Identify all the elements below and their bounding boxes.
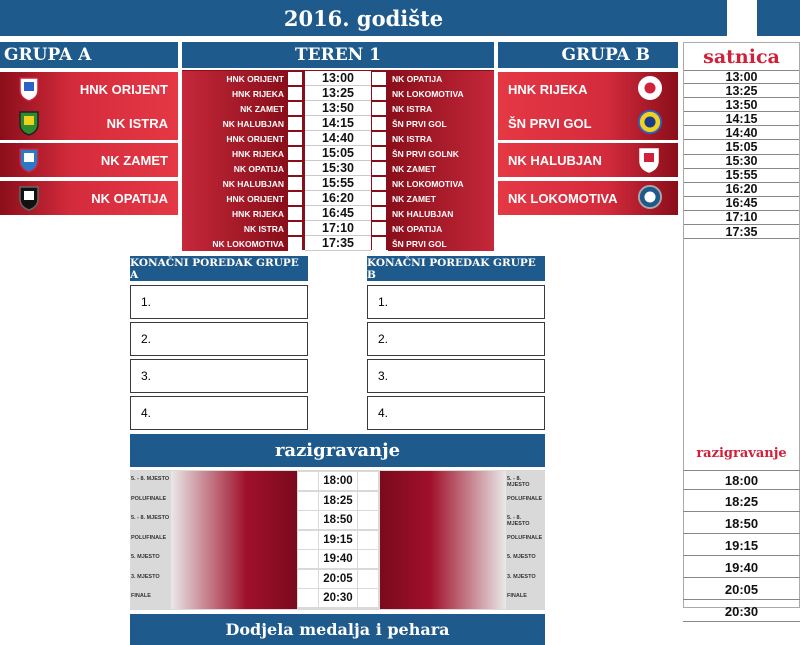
teren-header: TEREN 1 <box>182 42 494 68</box>
score-box <box>372 207 386 220</box>
team-name: NK ISTRA <box>106 115 168 131</box>
razigravanje-header: razigravanje <box>130 434 545 467</box>
page-title: 2016. godište <box>0 0 727 36</box>
home-team: HNK RIJEKA <box>182 206 288 221</box>
score-box <box>298 570 318 588</box>
place-box: 3. <box>130 359 308 393</box>
round-label: FINALE <box>131 593 151 599</box>
match-time: 13:50 <box>305 101 371 116</box>
round-label: 3. MJESTO <box>131 573 160 580</box>
score-box <box>288 87 302 100</box>
away-team: NK HALUBJAN <box>388 206 494 221</box>
satnica-time: 15:30 <box>684 155 799 169</box>
playoff-time: 18:00 <box>319 472 357 490</box>
satnica-time: 16:45 <box>684 197 799 211</box>
playoff-time: 18:25 <box>319 492 357 510</box>
team-row <box>498 106 678 140</box>
score-box <box>288 177 302 190</box>
satnica-title: satnica <box>703 45 780 68</box>
score-box <box>358 492 378 510</box>
away-team: NK ISTRA <box>388 131 494 146</box>
home-team: HNK ORIJENT <box>182 71 288 86</box>
score-box <box>288 192 302 205</box>
round-label: 5. - 8. MJESTO <box>507 476 530 488</box>
round-label: POLUFINALE <box>507 534 543 541</box>
home-team: NK ISTRA <box>182 221 288 236</box>
playoff-time: 19:15 <box>319 531 357 549</box>
score-box <box>288 222 302 235</box>
team-name: NK OPATIJA <box>91 190 168 206</box>
team-row <box>498 181 678 215</box>
team-crest-icon <box>638 110 660 136</box>
away-team: ŠN PRVI GOL <box>388 236 494 251</box>
round-label: 5. - 8. MJESTO <box>131 476 170 482</box>
team-crest-icon <box>638 76 660 102</box>
score-box <box>358 531 378 549</box>
score-box <box>372 117 386 130</box>
away-team: NK OPATIJA <box>388 71 494 86</box>
round-label: POLUFINALE <box>507 495 543 502</box>
team-crest-icon <box>18 147 40 173</box>
round-label: 5. - 8. MJESTO <box>131 515 170 521</box>
satnica-time: 14:15 <box>684 112 799 126</box>
place-box: 2. <box>367 322 545 356</box>
score-box <box>298 589 318 607</box>
score-box <box>372 72 386 85</box>
score-box <box>358 472 378 490</box>
away-team: ŠN PRVI GOL <box>388 116 494 131</box>
home-team: NK HALUBJAN <box>182 116 288 131</box>
away-team: NK ZAMET <box>388 161 494 176</box>
score-box <box>358 511 378 529</box>
team-crest-icon <box>18 110 40 136</box>
satnica-time-list <box>684 70 799 239</box>
satnica-razig-time: 19:15 <box>683 536 800 556</box>
score-box <box>358 589 378 607</box>
score-box <box>288 132 302 145</box>
satnica-razig-time: 19:40 <box>683 558 800 578</box>
satnica-time: 17:35 <box>684 225 799 239</box>
score-box <box>298 492 318 510</box>
round-label: POLUFINALE <box>131 495 167 502</box>
satnica-time: 13:50 <box>684 98 799 112</box>
score-box <box>298 550 318 568</box>
team-row <box>0 106 178 140</box>
team-row <box>498 72 678 106</box>
match-time: 15:05 <box>305 146 371 161</box>
home-team: HNK RIJEKA <box>182 146 288 161</box>
team-crest-icon <box>18 76 40 102</box>
home-team: NK OPATIJA <box>182 161 288 176</box>
satnica-razig-time: 18:25 <box>683 492 800 512</box>
home-team: NK LOKOMOTIVA <box>182 236 288 251</box>
score-box <box>372 222 386 235</box>
team-row <box>0 181 178 215</box>
home-team: NK HALUBJAN <box>182 176 288 191</box>
match-time: 15:55 <box>305 176 371 191</box>
satnica-razigravanje-title: razigravanje <box>696 445 787 461</box>
team-name: NK HALUBJAN <box>508 152 602 168</box>
score-box <box>372 162 386 175</box>
round-label: POLUFINALE <box>131 534 167 541</box>
satnica-razig-time: 20:30 <box>683 602 800 622</box>
score-box <box>372 132 386 145</box>
satnica-razig-time: 18:50 <box>683 514 800 534</box>
satnica-time: 15:05 <box>684 140 799 154</box>
dodjela-banner: Dodjela medalja i pehara <box>130 614 545 645</box>
match-time: 16:20 <box>305 191 371 206</box>
score-box <box>288 102 302 115</box>
team-name: NK LOKOMOTIVA <box>508 190 618 206</box>
satnica-time: 16:20 <box>684 183 799 197</box>
team-name: HNK RIJEKA <box>508 81 588 97</box>
home-team: HNK ORIJENT <box>182 191 288 206</box>
match-time: 14:15 <box>305 116 371 131</box>
score-box <box>358 570 378 588</box>
score-box <box>298 531 318 549</box>
poredak-a-header: KONAČNI POREDAK GRUPE A <box>130 256 308 281</box>
playoff-time: 20:05 <box>319 570 357 588</box>
team-crest-icon <box>638 147 660 173</box>
score-box <box>288 207 302 220</box>
satnica-razig-time: 18:00 <box>683 470 800 490</box>
match-time: 16:45 <box>305 206 371 221</box>
away-team: NK OPATIJA <box>388 221 494 236</box>
match-time: 13:00 <box>305 71 371 86</box>
team-row <box>0 143 178 177</box>
grupa-a-header: GRUPA A <box>0 42 178 68</box>
place-box: 4. <box>367 396 545 430</box>
playoff-bar-left <box>171 471 297 609</box>
score-box <box>358 550 378 568</box>
place-box: 2. <box>130 322 308 356</box>
satnica-time: 14:40 <box>684 126 799 140</box>
match-time: 13:25 <box>305 86 371 101</box>
score-box <box>298 472 318 490</box>
home-team: HNK RIJEKA <box>182 86 288 101</box>
poredak-b-header: KONAČNI POREDAK GRUPE B <box>367 256 545 281</box>
score-box <box>372 102 386 115</box>
score-box <box>288 237 302 250</box>
playoff-bar-right <box>380 471 506 609</box>
away-team: ŠN PRVI GOLNK <box>388 146 494 161</box>
team-name: ŠN PRVI GOL <box>508 115 592 131</box>
place-box: 4. <box>130 396 308 430</box>
score-box <box>288 147 302 160</box>
grupa-b-header: GRUPA B <box>498 42 678 68</box>
satnica-razig-time: 20:05 <box>683 580 800 600</box>
place-box: 1. <box>130 285 308 319</box>
away-team: NK ZAMET <box>388 191 494 206</box>
playoff-time: 18:50 <box>319 511 357 529</box>
score-box <box>288 117 302 130</box>
match-time: 15:30 <box>305 161 371 176</box>
score-box <box>372 237 386 250</box>
satnica-time: 17:10 <box>684 211 799 225</box>
match-time: 17:10 <box>305 221 371 236</box>
playoff-time: 20:30 <box>319 589 357 607</box>
playoff-time: 19:40 <box>319 550 357 568</box>
team-name: NK ZAMET <box>100 152 168 168</box>
score-box <box>288 72 302 85</box>
team-crest-icon <box>638 185 660 211</box>
match-time: 17:35 <box>305 236 371 251</box>
team-crest-icon <box>18 185 40 211</box>
satnica-time: 15:55 <box>684 169 799 183</box>
place-box: 3. <box>367 359 545 393</box>
place-box: 1. <box>367 285 545 319</box>
home-team: NK ZAMET <box>182 101 288 116</box>
score-box <box>298 511 318 529</box>
team-row <box>498 143 678 177</box>
round-label: 5. - 8. MJESTO <box>507 515 530 527</box>
round-label: 3. MJESTO <box>507 573 536 580</box>
team-name: HNK ORIJENT <box>79 81 168 97</box>
score-box <box>288 162 302 175</box>
team-row <box>0 72 178 106</box>
score-box <box>372 192 386 205</box>
satnica-time: 13:25 <box>684 84 799 98</box>
home-team: HNK ORIJENT <box>182 131 288 146</box>
score-box <box>372 177 386 190</box>
match-time: 14:40 <box>305 131 371 146</box>
away-team: NK ISTRA <box>388 101 494 116</box>
away-team: NK LOKOMOTIVA <box>388 176 494 191</box>
round-label: 5. MJESTO <box>131 554 160 560</box>
round-label: 5. MJESTO <box>507 554 536 560</box>
score-box <box>372 87 386 100</box>
round-label: FINALE <box>507 593 527 599</box>
away-team: NK LOKOMOTIVA <box>388 86 494 101</box>
title-bar-extension <box>757 0 800 36</box>
score-box <box>372 147 386 160</box>
satnica-time: 13:00 <box>684 70 799 84</box>
